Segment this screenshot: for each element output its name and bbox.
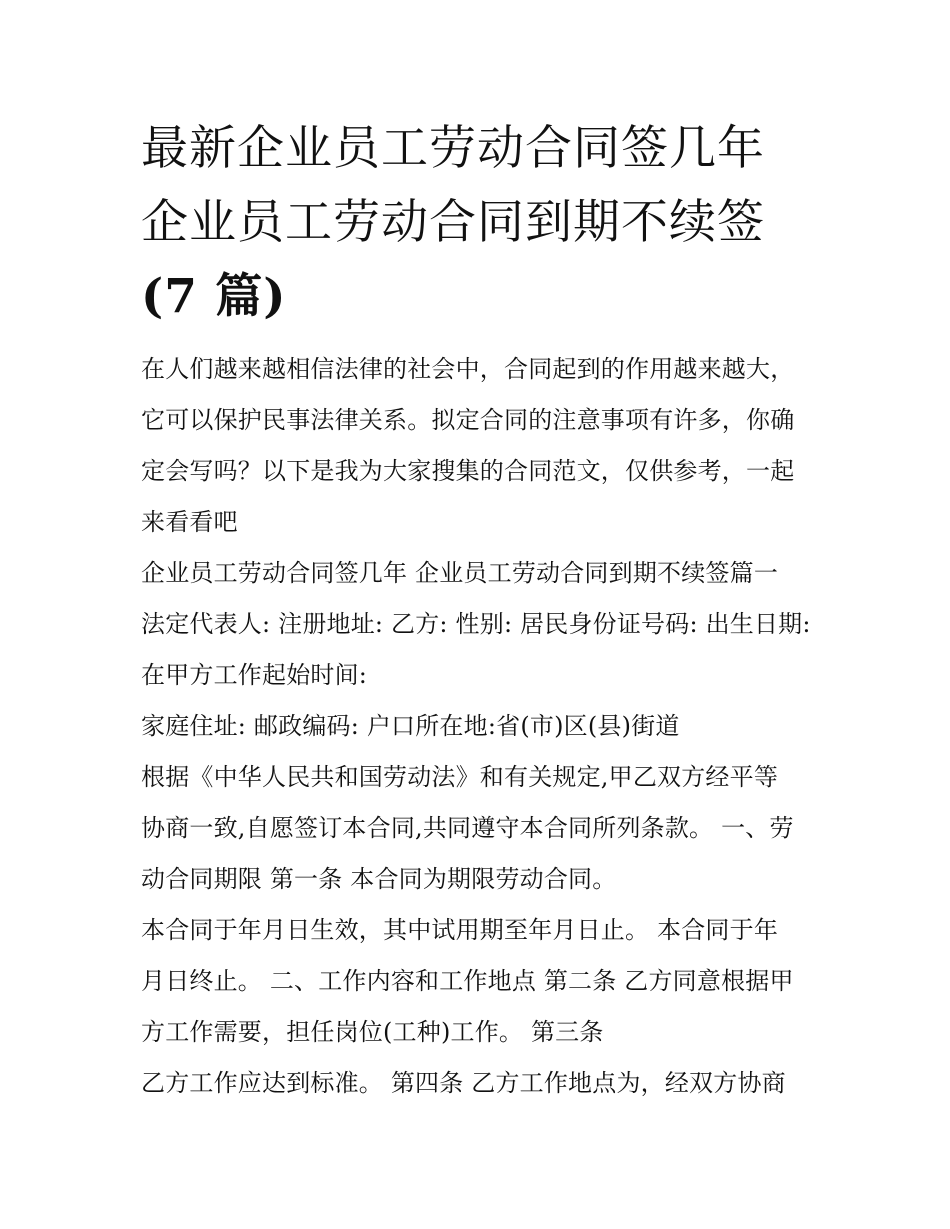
- text-line-14: 方工作需要，担任岗位(工种)工作。 第三条: [141, 1018, 604, 1046]
- text-line-4: 来看看吧: [141, 508, 238, 536]
- text-line-8: 家庭住址: 邮政编码: 户口所在地:省(市)区(县)街道: [141, 712, 680, 740]
- text-line-9: 根据《中华人民共和国劳动法》和有关规定,甲乙双方经平等: [141, 763, 779, 791]
- text-line-6: 法定代表人: 注册地址: 乙方: 性别: 居民身份证号码: 出生日期:: [141, 610, 811, 638]
- text-line-13: 月日终止。 二、工作内容和工作地点 第二条 乙方同意根据甲: [141, 967, 794, 995]
- title-line-3: (7 篇): [141, 269, 287, 324]
- text-line-5: 企业员工劳动合同签几年 企业员工劳动合同到期不续签篇一: [141, 559, 779, 587]
- title-line-1: 最新企业员工劳动合同签几年: [141, 121, 765, 176]
- document-body: [141, 344, 821, 1109]
- text-line-7: 在甲方工作起始时间:: [141, 661, 368, 689]
- text-line-1: 在人们越来越相信法律的社会中，合同起到的作用越来越大，: [141, 355, 795, 383]
- document-title: [141, 112, 821, 334]
- text-line-2: 它可以保护民事法律关系。拟定合同的注意事项有许多，你确: [141, 406, 795, 434]
- document-page: [141, 112, 821, 1109]
- text-line-3: 定会写吗？以下是我为大家搜集的合同范文，仅供参考，一起: [141, 457, 795, 485]
- text-line-12: 本合同于年月日生效，其中试用期至年月日止。 本合同于年: [141, 916, 779, 944]
- title-line-2: 企业员工劳动合同到期不续签: [141, 195, 765, 250]
- text-line-15: 乙方工作应达到标准。 第四条 乙方工作地点为，经双方协商: [141, 1069, 786, 1097]
- text-line-10: 协商一致,自愿签订本合同,共同遵守本合同所列条款。 一、劳: [141, 814, 794, 842]
- text-line-11: 动合同期限 第一条 本合同为期限劳动合同。: [141, 865, 617, 893]
